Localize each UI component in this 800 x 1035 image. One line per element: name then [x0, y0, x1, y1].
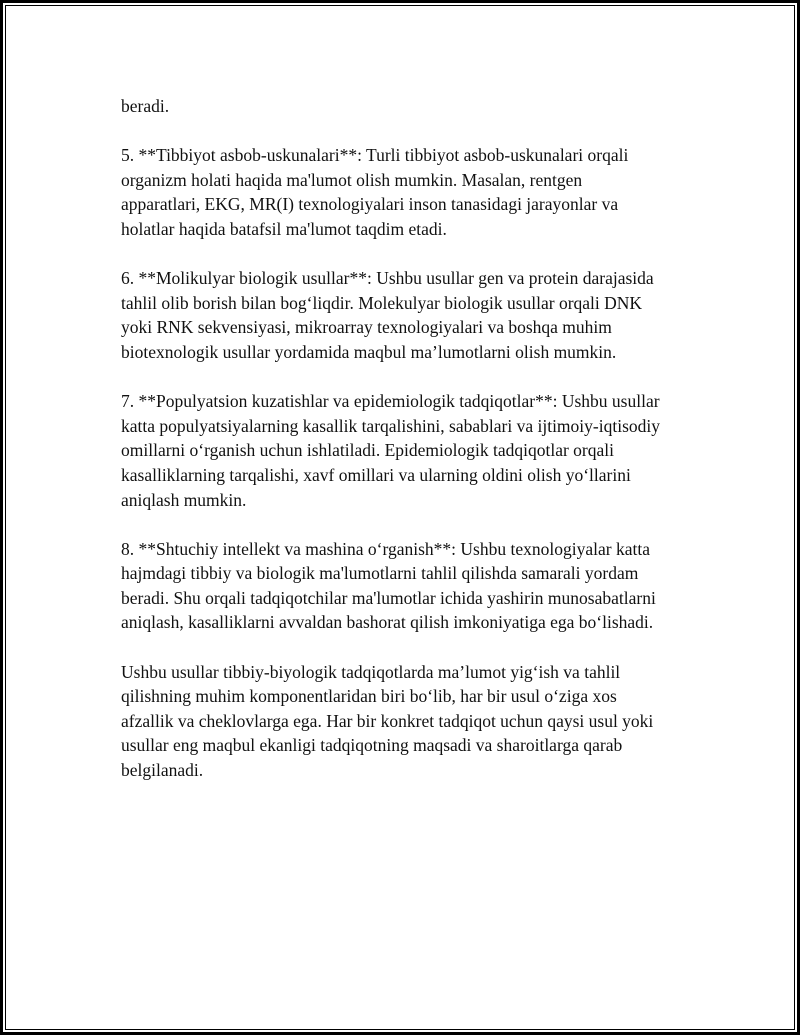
- paragraph-item-7: 7. **Populyatsion kuzatishlar va epidemiologik tadqiqotlar**: Ushbu usullar katta populyatsiyalarning kasallik tarqalishini, sabablari va ijtimoiy-iqtisodiy omillarni o‘rganish uchun ishlatiladi. Epidemiologik tadqiqotlar orqali kasalliklarning tarqalishi, xavf omillari va ularning oldini olish yo‘llarini aniqlash mumkin.: [121, 391, 660, 510]
- paragraph-continuation: beradi.: [121, 96, 170, 116]
- document-body: [121, 94, 697, 807]
- paragraph-item-8: 8. **Shtuchiy intellekt va mashina o‘rganish**: Ushbu texnologiyalar katta hajmdagi tibbiy va biologik ma'lumotlarni tahlil qilishda samarali yordam beradi. Shu orqali tadqiqotchilar ma'lumotlar ichida yashirin munosabatlarni aniqlash, kasalliklarni avvaldan bashorat qilish imkoniyatiga ega bo‘lishadi.: [121, 538, 656, 633]
- paragraph-item-5: 5. **Tibbiyot asbob-uskunalari**: Turli tibbiyot asbob-uskunalari orqali organizm holati haqida ma'lumot olish mumkin. Masalan, rentgen apparatlari, EKG, MR(I) texnologiyalari inson tanasidagi jarayonlar va holatlar haqida batafsil ma'lumot taqdim etadi.: [121, 145, 629, 239]
- paragraph-item-6: 6. **Molikulyar biologik usullar**: Ushbu usullar gen va protein darajasida tahlil olib borish bilan bog‘liqdir. Molekulyar biologik usullar orqali DNK yoki RNK sekvensiyasi, mikroarray texnologiyalari va boshqa muhim biotexnologik usullar yordamida maqbul ma’lumotlarni olish mumkin.: [121, 268, 654, 362]
- paragraph-conclusion: Ushbu usullar tibbiy-biyologik tadqiqotlarda ma’lumot yig‘ish va tahlil qilishning muhim komponentlaridan biri bo‘lib, har bir usul o‘ziga xos afzallik va cheklovlarga ega. Har bir konkret tadqiqot uchun qaysi usul yoki usullar eng maqbul ekanligi tadqiqotning maqsadi va sharoitlarga qarab belgilanadi.: [121, 661, 654, 781]
